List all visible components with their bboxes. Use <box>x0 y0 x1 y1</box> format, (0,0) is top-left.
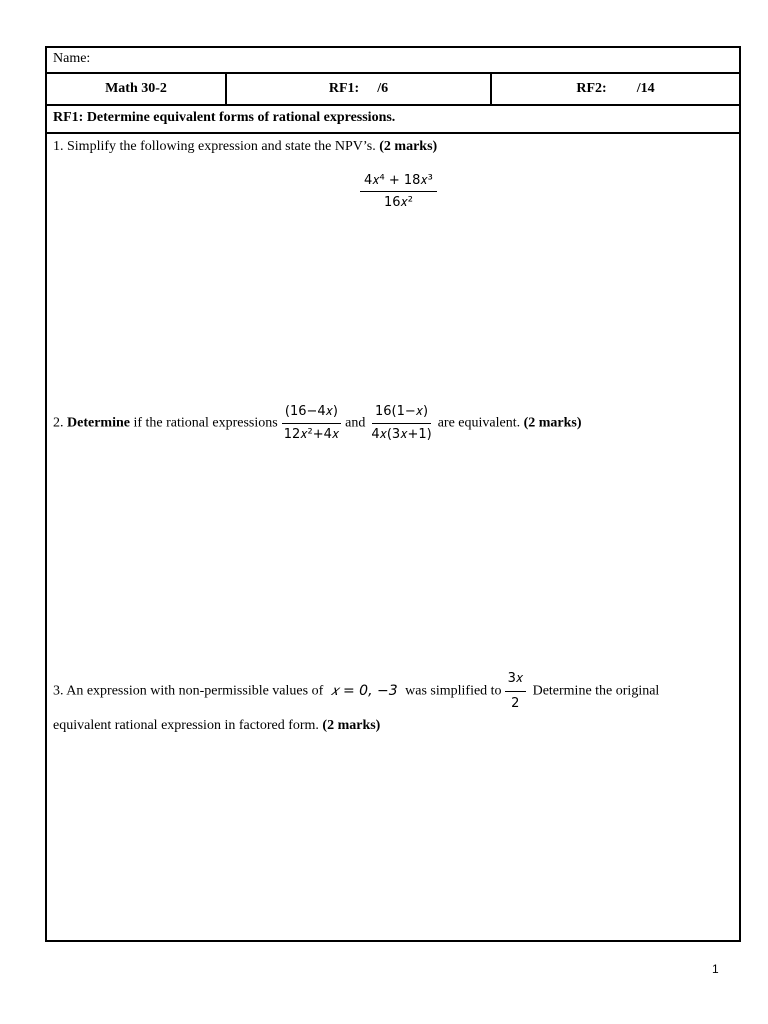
question-3-marks: (2 marks) <box>322 718 381 733</box>
page-number: 1 <box>712 962 719 976</box>
question-1-numerator: 4𝑥⁴ + 18𝑥³ <box>360 173 437 192</box>
assessment-sheet <box>45 46 741 942</box>
rf2-score: /14 <box>636 81 655 96</box>
question-2-number: 2. <box>53 415 64 431</box>
question-3-npv: 𝑥 = 0, −3 <box>330 682 398 699</box>
question-3-text-b: was simplified to <box>405 683 502 699</box>
question-2-expression-2-denominator: 4𝑥(3𝑥+1) <box>371 427 432 442</box>
question-2-expression-2 <box>368 402 434 445</box>
question-2-verb: Determine <box>67 415 130 431</box>
rf1-score-cell <box>227 74 492 104</box>
section-title: RF1: Determine equivalent forms of rational expressions. <box>53 110 396 125</box>
name-label: Name: <box>53 51 91 66</box>
question-2-expression-2-numerator: 16(1−𝑥) <box>372 402 431 424</box>
header-row <box>47 74 739 106</box>
question-2-connector: and <box>345 415 366 431</box>
section-title-row <box>47 106 739 134</box>
question-3-text-a: 3. An expression with non-permissible values of <box>53 683 324 699</box>
question-1-expression <box>360 173 437 210</box>
rf1-label: RF1: <box>328 81 360 96</box>
rf1-score: /6 <box>377 81 389 96</box>
question-3-result-denominator: 2 <box>511 696 520 711</box>
question-3 <box>53 668 659 737</box>
name-row <box>47 48 739 74</box>
question-1 <box>53 137 437 157</box>
rf2-score-cell <box>492 74 739 104</box>
question-3-text-c: Determine the original <box>532 683 660 699</box>
question-2-marks: (2 marks) <box>523 415 582 431</box>
question-1-text: 1. Simplify the following expression and state the NPV’s. <box>53 139 376 154</box>
question-1-marks: (2 marks) <box>379 139 438 154</box>
course-title: Math 30-2 <box>105 81 167 96</box>
question-2 <box>53 402 582 445</box>
question-3-result-numerator: 3𝑥 <box>505 668 527 692</box>
question-3-text-d: equivalent rational expression in factored form. <box>53 718 319 733</box>
question-2-expression-1-numerator: (16−4𝑥) <box>282 402 341 424</box>
question-2-expression-1 <box>281 402 342 445</box>
question-2-text-a: if the rational expressions <box>133 415 278 431</box>
course-cell <box>47 74 227 104</box>
question-2-expression-1-denominator: 12𝑥²+4𝑥 <box>283 427 340 442</box>
question-1-denominator: 16𝑥² <box>383 195 413 210</box>
question-2-text-b: are equivalent. <box>437 415 521 431</box>
rf2-label: RF2: <box>576 81 607 96</box>
question-3-result <box>505 668 527 715</box>
